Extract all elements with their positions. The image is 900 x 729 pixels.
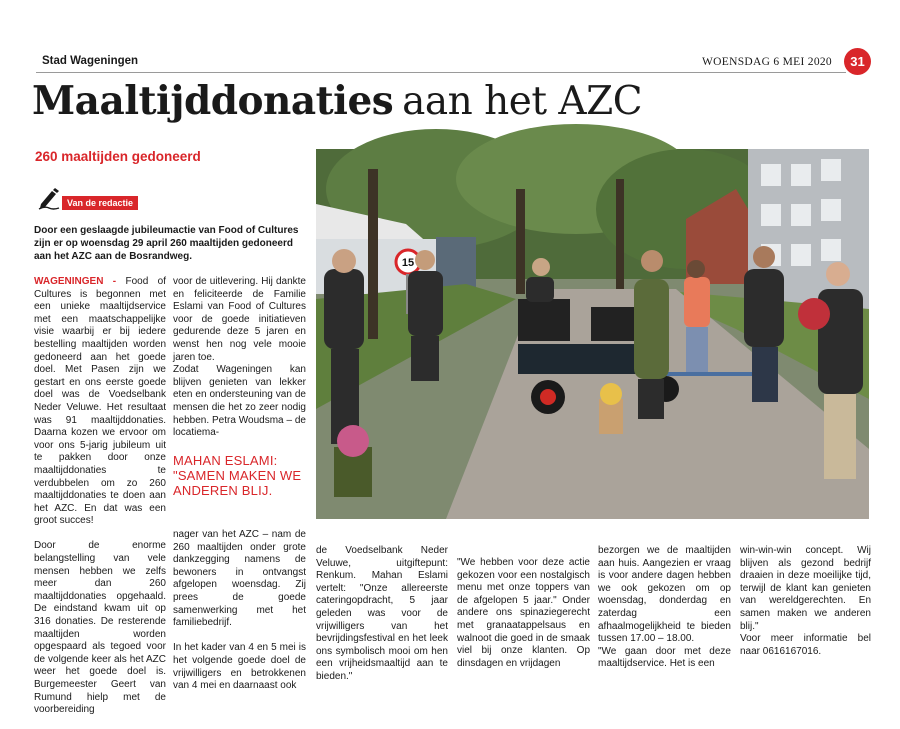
intro-paragraph: Door een geslaagde jubileumactie van Food of Cultures zijn er op woensdag 29 april 260 maaltijden gedoneerd aan het AZC aan de Bosrandweg. bbox=[34, 225, 299, 262]
subheadline: 260 maaltijden gedoneerd bbox=[35, 149, 201, 164]
article-column-4: "We hebben voor deze actie gekozen voor een nostalgisch menu met onze toppers van de afgelopen 5 jaar." Onder andere ons spinaziegerecht met granaatappelsaus en walnoot die goed in de smaak viel bij onze klanten. Op dinsdagen en vrijdagen bbox=[457, 557, 590, 669]
col2-paragraph-4: In het kader van 4 en 5 mei is het volgende goede doel de vrijwilligers en betrokkenen van 4 mei en daarnaast ook bbox=[173, 642, 306, 692]
article-column-1 bbox=[34, 276, 166, 729]
article-column-2-bottom bbox=[173, 529, 306, 705]
article-column-2-top bbox=[173, 276, 306, 452]
header-rule bbox=[36, 72, 846, 73]
article-column-3: de Voedselbank Neder Veluwe, uitgiftepunt: Renkum. Mahan Eslami vertelt: "Onze allereerste cateringopdracht, 5 jaar geleden was voor de vrijwilligers van het bevrijdingsfestival en het leek ons symbolisch mooi om hen een vrijheidsmaaltijd aan te bieden." bbox=[316, 545, 448, 682]
col2-paragraph-2: Zodat Wageningen kan blijven genieten van lekker eten en ondersteuning van de mensen die het zo zeer nodig hebben. Petra Woudsma – de locatiema- bbox=[173, 364, 306, 439]
dateline: WAGENINGEN - bbox=[34, 276, 117, 287]
col1-paragraph-1: Food of Cultures is begonnen met een unieke maaltijdservice met een maatschappelijke visie waarbij er bij iedere bestelling maaltijden worden gedoneerd aan het goede doel. Met Pasen zijn we gestart en ons eerste goede doel was de Voedselbank Neder Veluwe. Het resultaat was 91 maaltijddonaties. Daarna kozen we ervoor om voor ons 5-jarig jubileum uit te pakken door onze maaltijddonaties te verdubbelen om zo 260 maaltijddonaties te doen aan het AZC. En dat was een groot succes! bbox=[34, 276, 166, 527]
issue-date: WOENSDAG 6 MEI 2020 bbox=[702, 56, 832, 68]
pull-quote: MAHAN ESLAMI: "SAMEN MAKEN WE ANDEREN BLIJ. bbox=[173, 453, 302, 498]
article-column-5 bbox=[598, 545, 731, 684]
col6-contact: Voor meer informatie bel naar 0616167016. bbox=[740, 633, 871, 657]
section-label: Stad Wageningen bbox=[42, 55, 139, 67]
headline bbox=[32, 78, 643, 124]
col6-paragraph-1: win-win-win concept. Wij blijven als gezond bedrijf draaien in deze moeilijke tijd, terwijl de klant kan genieten van wereldgerechten. En samen maken we anderen blij." bbox=[740, 545, 871, 632]
page-number-badge: 31 bbox=[844, 48, 871, 75]
redactie-badge: Van de redactie bbox=[62, 196, 138, 210]
col5-paragraph-2: "We gaan door met deze maaltijdservice. Het is een bbox=[598, 645, 731, 670]
pen-writing-icon bbox=[37, 186, 61, 210]
speed-sign-number: 15 bbox=[401, 257, 415, 269]
col5-paragraph-1: bezorgen we de maaltijden aan huis. Aangezien er vraag is voor andere dagen hebben we ook gekozen om op woensdag, donderdag en zaterdag een afhaalmogelijkheid te bieden tussen 17.00 – 18.00. bbox=[598, 545, 731, 645]
article-photo bbox=[316, 149, 869, 519]
headline-light: aan het AZC bbox=[402, 79, 643, 124]
col2-paragraph-3: nager van het AZC – nam de 260 maaltijden onder grote dankzegging namens de bewoners in ontvangst afgelopen woensdag. Zij prees de goede samenwerking met het familiebedrijf. bbox=[173, 529, 306, 629]
col1-paragraph-2: Door de enorme belangstelling van vele mensen hebben we zelfs meer dan 260 maaltijddonaties opgehaald. De eindstand kwam uit op 316 donaties. De resterende maaltijden worden opgespaard als tegoed voor de volgende keer als het AZC weer het goede doel is. Burgemeester Geert van Rumund hielp met de voorbereiding bbox=[34, 540, 166, 716]
article-column-6 bbox=[740, 545, 871, 671]
col2-paragraph-1: voor de uitlevering. Hij dankte en feliciteerde de Familie Eslami van Food of Cultures voor de goede initiatieven gedurende deze 5 jaren en wenst hen nog vele mooie jaren toe. bbox=[173, 276, 306, 363]
headline-bold: Maaltijddonaties bbox=[32, 78, 394, 124]
